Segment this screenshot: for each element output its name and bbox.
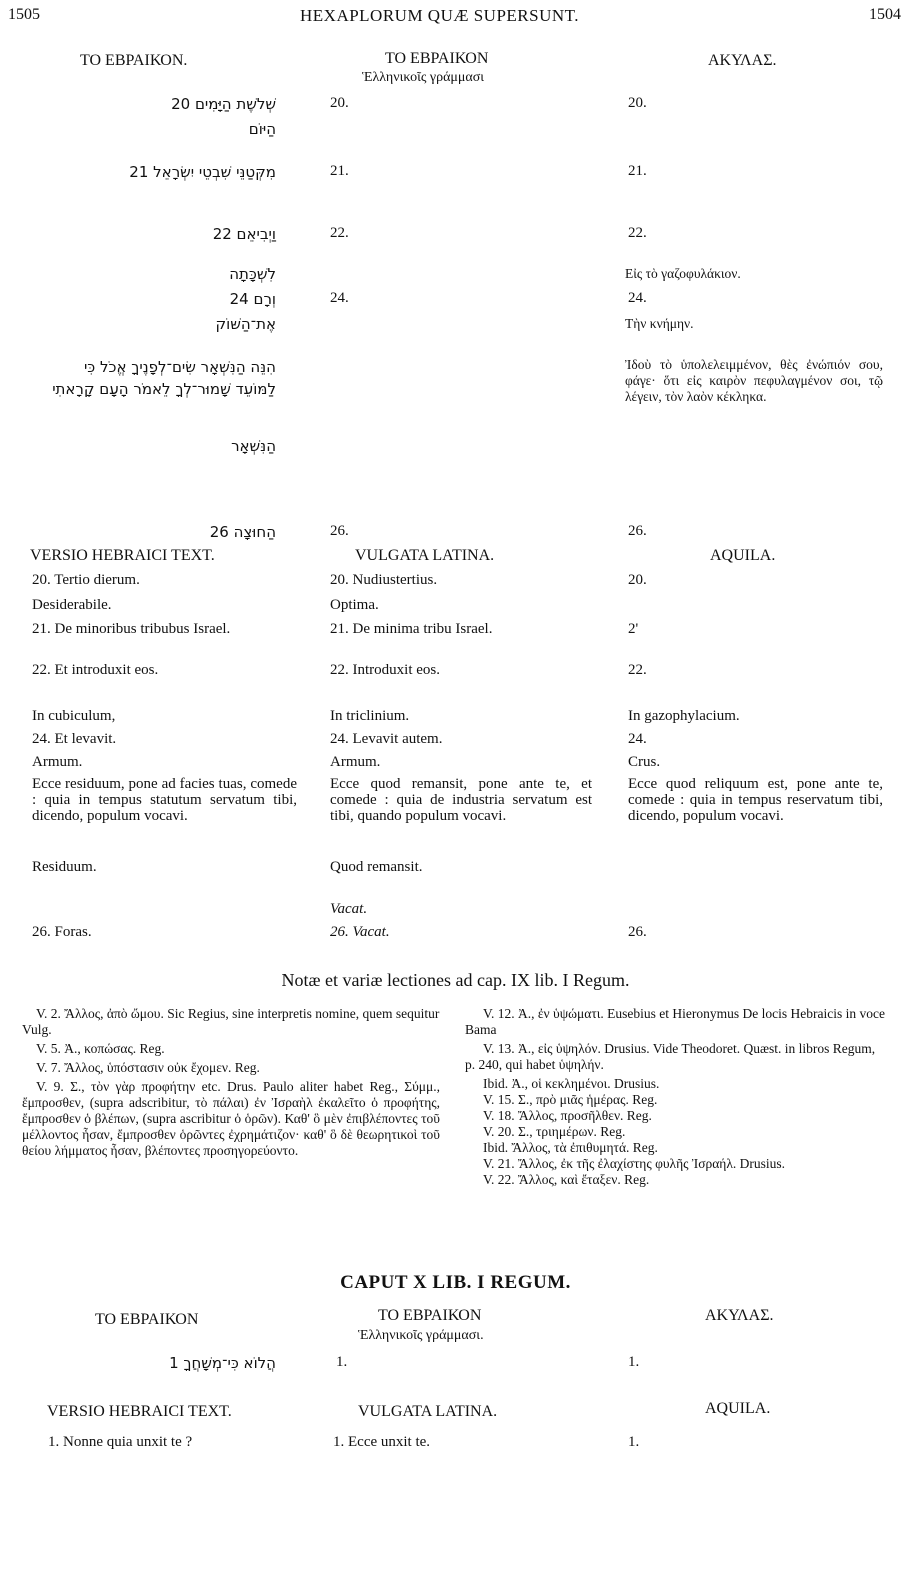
hebrew-line: מִקְּטַנֵּי שִׁבְטֵי יִשְׂרָאֵל 21	[129, 163, 276, 181]
versio-line: Armum.	[32, 754, 83, 770]
hebrew-line: לִשְׁכָּתָה	[229, 265, 276, 283]
aquila-line: 22.	[628, 662, 647, 678]
vulgata-line: 24. Levavit autem.	[330, 731, 443, 747]
notes-title: Notæ et variæ lectiones ad cap. IX lib. I Regum.	[281, 970, 630, 990]
page-number-right: 1504	[869, 6, 901, 23]
versio-line: Residuum.	[32, 859, 97, 875]
notes-right-column	[465, 1006, 885, 1188]
col-header-hebrew-greek: ΤΟ ΕΒΡΑΙΚΟΝ	[378, 1307, 482, 1324]
note: V. 21. Ἄλλος, ἐκ τῆς ἐλαχίστης φυλῆς Ἰσραήλ. Drusius.	[483, 1156, 786, 1171]
page-number-left: 1505	[8, 6, 40, 23]
aquila-line: 20.	[628, 572, 647, 588]
versio-line: 1. Nonne quia unxit te ?	[48, 1434, 193, 1450]
hebrew-line: לַמּוֹעֵד שָׁמוּר־לְךָ לֵאמֹר הָעָם קָרָאתִי	[52, 380, 276, 398]
verse-number: 24.	[330, 290, 349, 306]
col-header-hebrew-greek: ΤΟ ΕΒΡΑΙΚΟΝ	[385, 50, 489, 67]
aquila-line: 24.	[628, 731, 647, 747]
hebrew-line: הִנֵּה הַנִּשְׁאָר שִׂים־לְפָנֶיךָ אֱכֹל כִּי	[83, 358, 276, 376]
verse-number: 20.	[628, 95, 647, 111]
hebrew-line: הֲלוֹא כִּי־מְשָׁחֲךָ 1	[169, 1354, 276, 1372]
col-header-hebrew: ΤΟ ΕΒΡΑΙΚΟΝ	[95, 1311, 199, 1328]
aquila-line: In gazophylacium.	[628, 708, 740, 724]
note: V. 15. Σ., πρὸ μιᾶς ἡμέρας. Reg.	[483, 1092, 658, 1107]
running-title: HEXAPLORUM QUÆ SUPERSUNT.	[300, 6, 580, 25]
verse-number: 1.	[336, 1354, 348, 1370]
versio-line: 26. Foras.	[32, 924, 92, 940]
verse-number: 21.	[628, 163, 647, 179]
aquila-line: Crus.	[628, 754, 661, 770]
aquila-greek: Ἰδοὺ τὸ ὑπολελειμμένον, θὲς ἐνώπιόν σου, φάγε· ὅτι εἰς καιρὸν πεφυλαγμένον σοι, τῷ λέγειν, τὸν λαὸν κέκληκα.	[625, 357, 883, 404]
verse-number: 22.	[628, 225, 647, 241]
vulgata-line: Vacat.	[330, 901, 368, 917]
verse-number: 26.	[330, 523, 349, 539]
hebrew-line: שְׁלשֶׁת הַיָּמִים 20	[171, 95, 276, 113]
col-header-aquila: ΑΚΥΛΑΣ.	[705, 1307, 774, 1324]
versio-paragraph: Ecce residuum, pone ad facies tuas, comede : quia in tempus statutum servatum tibi, dicendo, populum vocavi.	[32, 776, 297, 824]
aquila-greek: Εἰς τὸ γαζοφυλάκιον.	[625, 266, 741, 281]
col-header-vulgata: VULGATA LATINA.	[358, 1403, 498, 1420]
col-header-aquila: ΑΚΥΛΑΣ.	[708, 52, 777, 69]
note: Ibid. Ἀ., οἱ κεκλημένοι. Drusius.	[483, 1076, 660, 1091]
note: V. 18. Ἄλλος, προσῆλθεν. Reg.	[483, 1108, 652, 1123]
vulgata-line: 21. De minima tribu Israel.	[330, 621, 493, 637]
hebrew-line: הַיּוֹם	[248, 120, 276, 138]
verse-number: 22.	[330, 225, 349, 241]
hebrew-line: וְרָם 24	[229, 290, 276, 308]
vulgata-line: In triclinium.	[330, 708, 410, 724]
chapter-title: CAPUT X LIB. I REGUM.	[340, 1272, 571, 1293]
aquila-line: 26.	[628, 924, 647, 940]
vulgata-line: Quod remansit.	[330, 859, 423, 875]
col-header-versio: VERSIO HEBRAICI TEXT.	[47, 1403, 232, 1420]
verse-number: 26.	[628, 523, 647, 539]
col-subheader-greek-letters: Ἑλληνικοῖς γράμμασι.	[358, 1328, 484, 1343]
hebrew-line: הַנִּשְׁאָר	[231, 437, 276, 455]
note: V. 7. Ἄλλος, ὑπόστασιν οὐκ ἔχομεν. Reg.	[36, 1060, 260, 1075]
vulgata-line: 26. Vacat.	[330, 924, 390, 940]
versio-line: 22. Et introduxit eos.	[32, 662, 159, 678]
vulgata-line: 22. Introduxit eos.	[330, 662, 440, 678]
col-header-versio: VERSIO HEBRAICI TEXT.	[30, 547, 215, 564]
verse-number: 1.	[628, 1354, 640, 1370]
note: V. 20. Σ., τριημέρων. Reg.	[483, 1124, 626, 1139]
vulgata-line: 20. Nudiustertius.	[330, 572, 438, 588]
versio-line: 24. Et levavit.	[32, 731, 117, 747]
versio-line: 21. De minoribus tribubus Israel.	[32, 621, 231, 637]
versio-line: 20. Tertio dierum.	[32, 572, 140, 588]
note: V. 9. Σ., τὸν γὰρ προφήτην etc. Drus. Paulo aliter habet Reg., Σύμμ., ἔμπροσθεν, (supra adscribitur, τὸ πάλαι) ἐν Ἰσραὴλ ἐκαλεῖτο ὁ προφήτης, ἔμπροσθεν ὁ βλέπων, (supra ascribitur ὁ ὁρῶν). Καθ' ὃ μὲν ἐπιβλέποντες τοῦ μέλλοντος ἦσαν, ἔμπροσθεν ὁρῶντες ἐχρημάτιζον· καθ' ὃ δὲ θεωρητικοὶ τοῦ θείου λήμματος ἦσαν, βλέποντες προσηγορεύοντο.	[22, 1079, 440, 1158]
notes-left-column	[22, 1006, 440, 1159]
hebrew-line: וַיְבִיאֵם 22	[212, 225, 276, 243]
verse-number: 20.	[330, 95, 349, 111]
col-header-aquila-latin: AQUILA.	[710, 547, 776, 564]
note: Ibid. Ἄλλος, τὰ ἐπιθυμητά. Reg.	[483, 1140, 658, 1155]
versio-line: In cubiculum,	[32, 708, 116, 724]
note: V. 2. Ἄλλος, ἀπὸ ὤμου. Sic Regius, sine interpretis nomine, quem sequitur Vulg.	[22, 1006, 440, 1037]
note: V. 13. Ἀ., εἰς ὑψηλόν. Drusius. Vide Theodoret. Quæst. in libros Regum, p. 240, qui habet ὑψηλήν.	[465, 1041, 876, 1072]
hebrew-line: אֶת־הַשּׁוֹק	[215, 315, 276, 333]
versio-line: Desiderabile.	[32, 597, 112, 613]
hebrew-line: הַחוּצָה 26	[209, 523, 276, 541]
aquila-paragraph: Ecce quod reliquum est, pone ante te, comede : quia in tempus reservatum tibi, dicendo, populum vocavi.	[628, 776, 883, 824]
vulgata-line: Optima.	[330, 597, 379, 613]
aquila-line: 1.	[628, 1434, 640, 1450]
col-header-aquila-latin: AQUILA.	[705, 1400, 771, 1417]
note: V. 22. Ἄλλος, καὶ ἔταξεν. Reg.	[483, 1172, 650, 1187]
vulgata-line: Armum.	[330, 754, 381, 770]
verse-number: 24.	[628, 290, 647, 306]
vulgata-line: 1. Ecce unxit te.	[333, 1434, 431, 1450]
col-header-vulgata: VULGATA LATINA.	[355, 547, 495, 564]
note: V. 12. Ἀ., ἐν ὑψώματι. Eusebius et Hieronymus De locis Hebraicis in voce Bama	[465, 1006, 885, 1037]
verse-number: 21.	[330, 163, 349, 179]
aquila-line: 2'	[628, 621, 639, 637]
col-header-hebrew: ΤΟ ΕΒΡΑΙΚΟΝ.	[80, 52, 188, 69]
vulgata-paragraph: Ecce quod remansit, pone ante te, et comede : quia de industria servatum est tibi, quando populum vocavi.	[330, 776, 592, 824]
aquila-greek: Τὴν κνήμην.	[625, 316, 694, 331]
note: V. 5. Ἀ., κοπώσας. Reg.	[36, 1041, 165, 1056]
col-subheader-greek-letters: Ἑλληνικοῖς γράμμασι	[362, 70, 485, 85]
